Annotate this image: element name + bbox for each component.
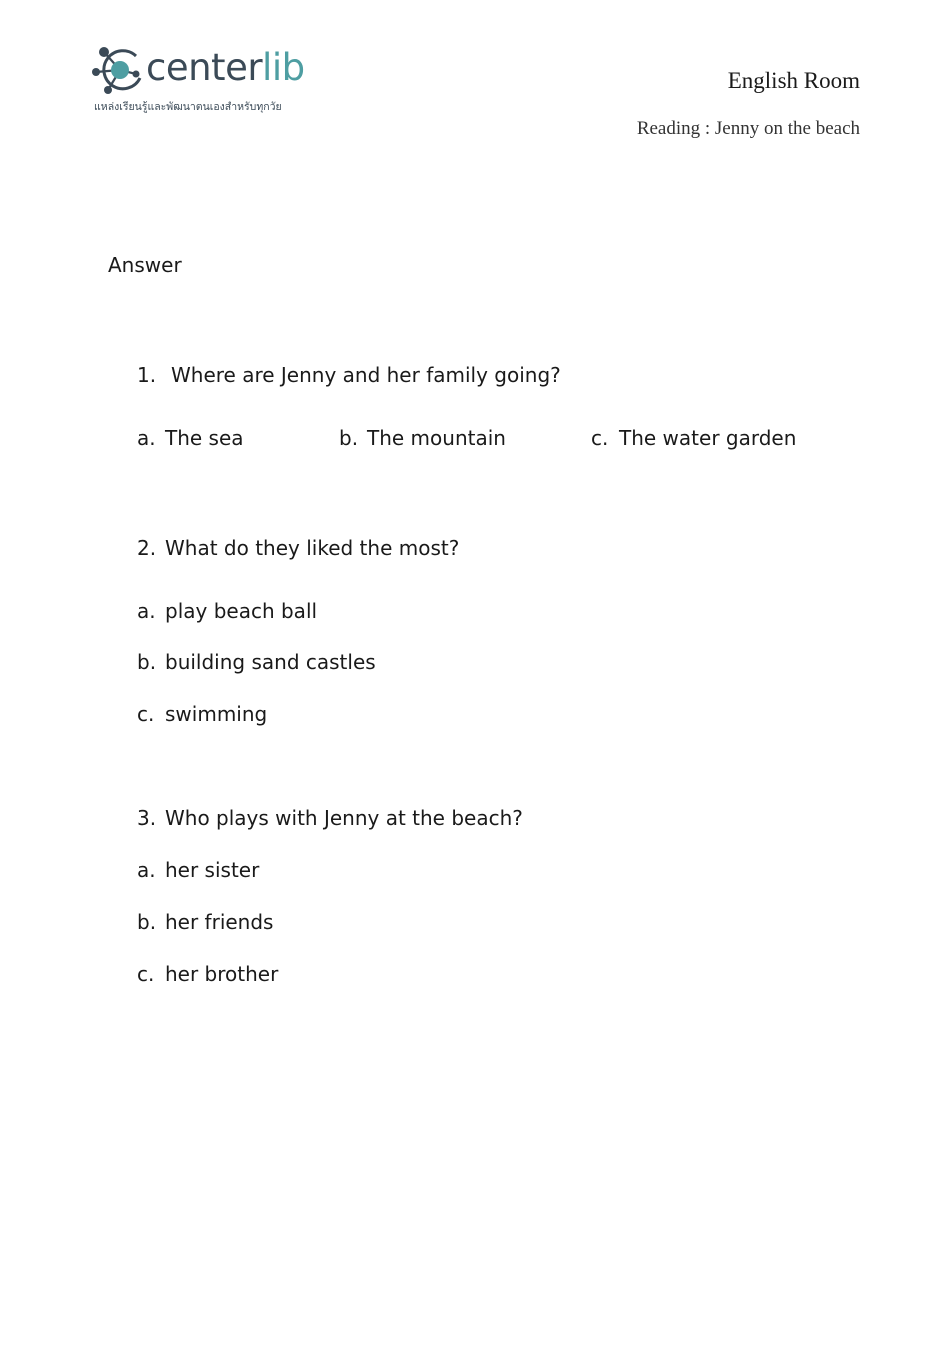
reading-title: Reading : Jenny on the beach — [636, 118, 860, 139]
centerlib-logo — [92, 42, 342, 122]
option-text: play beach ball — [165, 599, 318, 623]
room-title: English Room — [727, 68, 860, 93]
question-number: 1. — [137, 363, 157, 387]
option-letter: a. — [137, 858, 156, 882]
option-letter: c. — [137, 702, 155, 726]
logo-word-lib: lib — [262, 46, 305, 89]
option-text: her friends — [165, 910, 274, 934]
molecule-logo-icon — [92, 42, 148, 98]
option-letter: a. — [137, 599, 156, 623]
q2-option-a — [137, 598, 317, 624]
option-text: The mountain — [367, 426, 506, 450]
q1-option-c — [591, 425, 796, 451]
question-number: 3. — [137, 806, 157, 830]
question-1 — [137, 362, 561, 388]
option-text: swimming — [165, 702, 268, 726]
option-letter: c. — [137, 962, 155, 986]
option-text: The sea — [165, 426, 244, 450]
question-text: Where are Jenny and her family going? — [171, 363, 561, 387]
answer-heading: Answer — [108, 253, 182, 277]
q3-option-b — [137, 909, 273, 935]
option-text: her sister — [165, 858, 260, 882]
q1-option-a — [137, 425, 244, 451]
question-text: Who plays with Jenny at the beach? — [165, 806, 523, 830]
q1-option-b — [339, 425, 506, 451]
q2-option-b — [137, 649, 376, 675]
question-3 — [137, 805, 523, 831]
question-text: What do they liked the most? — [165, 536, 460, 560]
logo-word-center: center — [146, 46, 263, 89]
option-letter: b. — [137, 650, 157, 674]
option-letter: b. — [137, 910, 157, 934]
logo-wordmark — [146, 44, 305, 92]
option-text: her brother — [165, 962, 279, 986]
logo-tagline: แหล่งเรียนรู้และพัฒนาตนเองสำหรับทุกวัย — [94, 101, 282, 113]
q3-option-c — [137, 961, 278, 987]
q2-option-c — [137, 701, 267, 727]
option-letter: b. — [339, 426, 359, 450]
option-text: building sand castles — [165, 650, 376, 674]
question-2 — [137, 535, 459, 561]
option-letter: c. — [591, 426, 609, 450]
option-letter: a. — [137, 426, 156, 450]
option-text: The water garden — [619, 426, 797, 450]
question-number: 2. — [137, 536, 157, 560]
q3-option-a — [137, 857, 259, 883]
